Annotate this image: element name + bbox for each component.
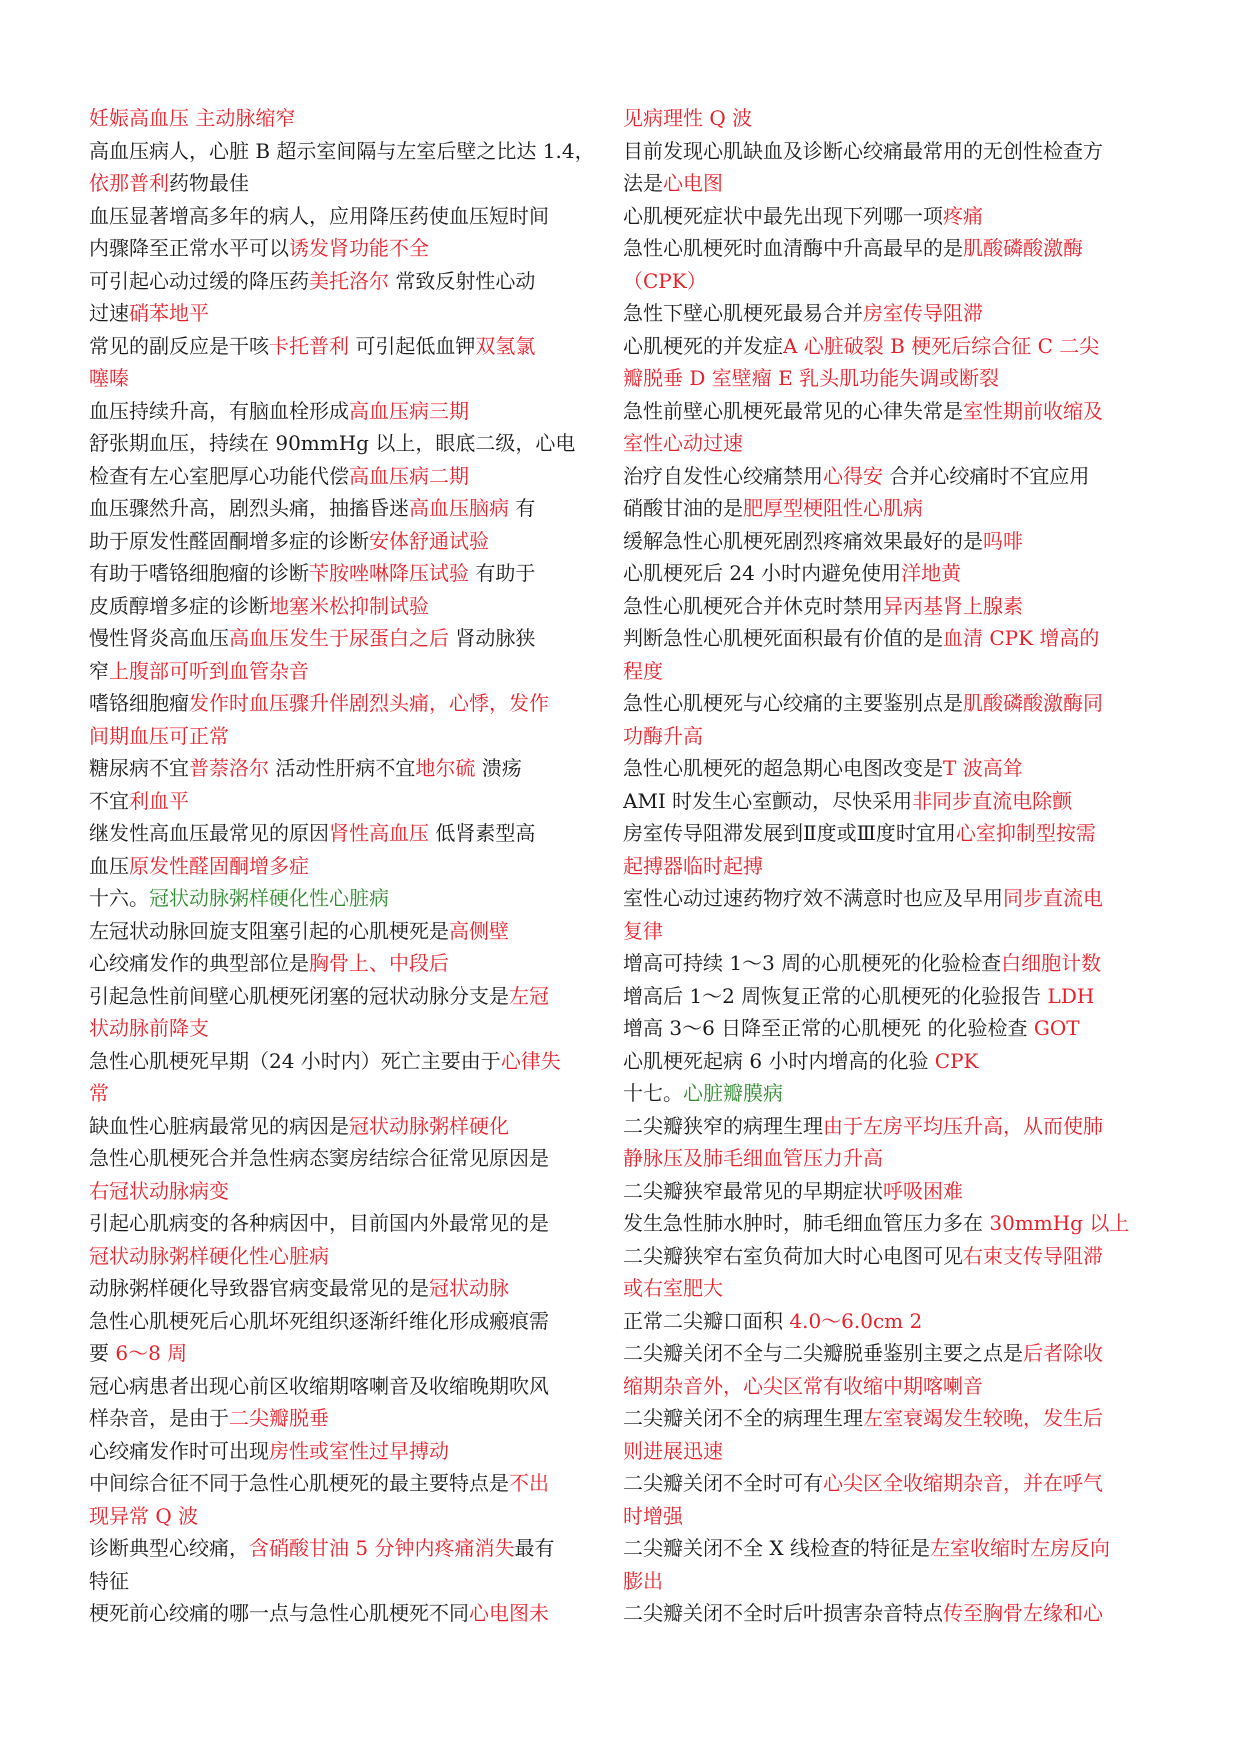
text-line bbox=[89, 1532, 609, 1565]
answer-text: 见病理性 Q 波 bbox=[623, 106, 753, 130]
question-text: 急性心肌梗死时血清酶中升高最早的是 bbox=[623, 236, 963, 260]
question-text: 硝酸甘油的是 bbox=[623, 496, 743, 520]
answer-text: 地尔硫 bbox=[415, 756, 476, 780]
answer-text: 冠状动脉 bbox=[429, 1276, 509, 1300]
answer-text: 功酶升高 bbox=[623, 723, 703, 748]
text-line bbox=[623, 135, 1143, 168]
answer-text: 左冠 bbox=[509, 983, 549, 1008]
answer-text: 利血平 bbox=[129, 788, 189, 813]
text-line bbox=[623, 1142, 1143, 1175]
answer-text: 安体舒通试验 bbox=[369, 528, 489, 553]
answer-text: 异丙基肾上腺素 bbox=[883, 593, 1023, 618]
question-text: 检查有左心室肥厚心功能代偿 bbox=[89, 463, 349, 488]
answer-text: 噻嗪 bbox=[89, 366, 129, 390]
question-text: 有助于 bbox=[469, 561, 536, 585]
answer-text: 现异常 Q 波 bbox=[89, 1503, 199, 1528]
question-text: 血压显著增高多年的病人，应用降压药使血压短时间 bbox=[89, 203, 549, 228]
answer-text: 时增强 bbox=[623, 1503, 683, 1528]
answer-text: 冠状动脉粥样硬化性心脏病 bbox=[89, 1243, 329, 1268]
text-line bbox=[89, 1565, 609, 1598]
answer-text: 后者除收 bbox=[1023, 1341, 1103, 1365]
text-line bbox=[89, 1370, 609, 1403]
question-text: 过速 bbox=[89, 301, 129, 325]
question-text: 正常二尖瓣口面积 bbox=[623, 1308, 790, 1333]
answer-text: 苄胺唑啉降压试验 bbox=[309, 561, 469, 585]
answer-text: 由于左房平均压升高，从而使肺 bbox=[823, 1113, 1103, 1138]
text-line bbox=[623, 265, 1143, 298]
text-line bbox=[623, 297, 1143, 330]
answer-text: 肌酸磷酸激酶同 bbox=[963, 691, 1103, 715]
answer-text: LDH bbox=[1047, 983, 1095, 1008]
text-line bbox=[89, 232, 609, 265]
text-line bbox=[89, 817, 609, 850]
text-line bbox=[623, 622, 1143, 655]
question-text: 可引起心动过缓的降压药 bbox=[89, 268, 309, 293]
question-text: 慢性肾炎高血压 bbox=[89, 626, 229, 650]
question-text: 要 bbox=[89, 1341, 116, 1365]
question-text: 二尖瓣关闭不全的病理生理 bbox=[623, 1406, 863, 1430]
question-text: 心肌梗死的并发症 bbox=[623, 333, 783, 358]
question-text: 判断急性心肌梗死面积最有价值的是 bbox=[623, 626, 943, 650]
question-text: 二尖瓣关闭不全与二尖瓣脱垂鉴别主要之点是 bbox=[623, 1341, 1023, 1365]
answer-text: 血清 CPK 增高的 bbox=[943, 626, 1100, 650]
text-line bbox=[89, 1467, 609, 1500]
text-line bbox=[623, 1240, 1143, 1273]
answer-text: 房性或室性过早搏动 bbox=[269, 1438, 449, 1463]
question-text: 诊断典型心绞痛， bbox=[89, 1536, 249, 1560]
section-heading: 心脏瓣膜病 bbox=[683, 1081, 783, 1105]
text-line bbox=[623, 1500, 1143, 1533]
question-text: 活动性肝病不宜 bbox=[269, 756, 416, 780]
answer-text: 静脉压及肺毛细血管压力升高 bbox=[623, 1146, 883, 1170]
question-text: 十六。 bbox=[89, 886, 149, 910]
question-text: 缓解急性心肌梗死剧烈疼痛效果最好的是 bbox=[623, 528, 983, 553]
answer-text: 传至胸骨左缘和心 bbox=[943, 1601, 1103, 1625]
answer-text: （CPK） bbox=[623, 268, 707, 293]
text-line bbox=[623, 460, 1143, 493]
answer-text: 冠状动脉粥样硬化 bbox=[349, 1113, 509, 1138]
text-line bbox=[89, 200, 609, 233]
answer-text: 地塞米松抑制试验 bbox=[269, 593, 429, 618]
text-line bbox=[89, 492, 609, 525]
answer-text: 普萘洛尔 bbox=[189, 756, 269, 780]
question-text: 有 bbox=[509, 496, 536, 520]
answer-text: 瓣脱垂 D 室壁瘤 E 乳头肌功能失调或断裂 bbox=[623, 366, 1000, 390]
question-text: 有助于嗜铬细胞瘤的诊断 bbox=[89, 561, 309, 585]
answer-text: 室性心动过速 bbox=[623, 431, 743, 455]
answer-text: 心尖区全收缩期杂音，并在呼气 bbox=[823, 1471, 1103, 1495]
answer-text: 复律 bbox=[623, 918, 663, 943]
text-line bbox=[89, 1240, 609, 1273]
answer-text: 右冠状动脉病变 bbox=[89, 1178, 229, 1203]
answer-text: 或右室肥大 bbox=[623, 1276, 723, 1300]
text-line bbox=[89, 1272, 609, 1305]
text-line bbox=[89, 947, 609, 980]
text-line bbox=[89, 525, 609, 558]
answer-text: 诱发肾功能不全 bbox=[289, 236, 429, 260]
question-text: 治疗自发性心绞痛禁用 bbox=[623, 463, 823, 488]
text-line bbox=[89, 1045, 609, 1078]
answer-text: T 波高耸 bbox=[943, 756, 1023, 780]
answer-text: 右束支传导阻滞 bbox=[963, 1243, 1103, 1268]
text-line bbox=[89, 362, 609, 395]
text-line bbox=[89, 102, 609, 135]
text-line bbox=[623, 200, 1143, 233]
question-text: 高血压病人，心脏 B 超示室间隔与左室后壁之比达 1.4， bbox=[89, 138, 595, 163]
answer-text: 室性期前收缩及 bbox=[963, 398, 1103, 423]
question-text: 急性心肌梗死后心肌坏死组织逐渐纤维化形成瘢痕需 bbox=[89, 1308, 549, 1333]
question-text: 发生急性肺水肿时，肺毛细血管压力多在 bbox=[623, 1211, 990, 1235]
text-line bbox=[623, 1045, 1143, 1078]
question-text: 心肌梗死后 24 小时内避免使用 bbox=[623, 561, 902, 585]
text-line bbox=[89, 980, 609, 1013]
text-line bbox=[623, 720, 1143, 753]
answer-text: 原发性醛固酮增多症 bbox=[129, 853, 309, 878]
question-text: 急性心肌梗死早期（24 小时内）死亡主要由于 bbox=[89, 1048, 501, 1073]
text-line bbox=[89, 265, 609, 298]
text-line bbox=[89, 622, 609, 655]
text-line bbox=[89, 427, 609, 460]
answer-text: 房室传导阻滞 bbox=[863, 301, 983, 325]
text-line bbox=[89, 785, 609, 818]
text-line bbox=[89, 720, 609, 753]
answer-text: 双氢氯 bbox=[475, 333, 536, 358]
text-line bbox=[623, 102, 1143, 135]
answer-text: 4.0～6.0cm 2 bbox=[789, 1308, 923, 1333]
answer-text: 心电图 bbox=[663, 171, 723, 195]
answer-text: GOT bbox=[1033, 1016, 1080, 1040]
question-text: 增高 3～6 日降至正常的心肌梗死 的化验检查 bbox=[623, 1016, 1034, 1040]
answer-text: 白细胞计数 bbox=[1001, 951, 1102, 975]
answer-text: 非同步直流电除颤 bbox=[912, 788, 1073, 813]
text-line bbox=[623, 817, 1143, 850]
question-text: 二尖瓣关闭不全时后叶损害杂音特点 bbox=[623, 1601, 943, 1625]
question-text: 左冠状动脉回旋支阻塞引起的心肌梗死是 bbox=[89, 918, 449, 943]
question-text: 增高后 1～2 周恢复正常的心肌梗死的化验报告 bbox=[623, 983, 1048, 1008]
text-line bbox=[89, 1435, 609, 1468]
text-line bbox=[623, 1077, 1143, 1110]
text-line bbox=[89, 1597, 609, 1630]
question-text: 引起心肌病变的各种病因中，目前国内外最常见的是 bbox=[89, 1211, 549, 1235]
question-text: 糖尿病不宜 bbox=[89, 756, 189, 780]
answer-text: 高侧壁 bbox=[449, 918, 509, 943]
text-line bbox=[89, 1012, 609, 1045]
text-line bbox=[623, 1402, 1143, 1435]
question-text: 急性心肌梗死的超急期心电图改变是 bbox=[623, 756, 943, 780]
answer-text: 起搏器临时起搏 bbox=[623, 853, 763, 878]
text-line bbox=[623, 1597, 1143, 1630]
answer-text: 肥厚型梗阻性心肌病 bbox=[743, 496, 923, 520]
answer-text: 心电图未 bbox=[469, 1601, 549, 1625]
answer-text: 左室收缩时左房反向 bbox=[929, 1536, 1110, 1560]
text-line bbox=[89, 1142, 609, 1175]
answer-text: 美托洛尔 bbox=[309, 268, 389, 293]
question-text: 肾动脉狭 bbox=[449, 626, 536, 650]
answer-text: 吗啡 bbox=[983, 528, 1023, 553]
text-line bbox=[623, 1110, 1143, 1143]
left-column bbox=[89, 102, 609, 1630]
text-line bbox=[89, 1207, 609, 1240]
answer-text: 含硝酸甘油 5 分钟内疼痛消失 bbox=[249, 1536, 515, 1560]
question-text: 样杂音，是由于 bbox=[89, 1406, 229, 1430]
question-text: 房室传导阻滞发展到Ⅱ度或Ⅲ度时宜用 bbox=[623, 821, 956, 845]
text-line bbox=[623, 915, 1143, 948]
text-line bbox=[89, 687, 609, 720]
text-line bbox=[89, 1402, 609, 1435]
question-text: 缺血性心脏病最常见的病因是 bbox=[89, 1113, 349, 1138]
text-line bbox=[623, 492, 1143, 525]
text-line bbox=[89, 167, 609, 200]
answer-text: 依那普利 bbox=[89, 171, 169, 195]
answer-text: 膨出 bbox=[623, 1568, 663, 1593]
text-line bbox=[623, 1175, 1143, 1208]
question-text: 十七。 bbox=[623, 1081, 683, 1105]
answer-text: 间期血压可正常 bbox=[89, 723, 229, 748]
question-text: 常致反射性心动 bbox=[389, 268, 536, 293]
question-text: 合并心绞痛时不宜应用 bbox=[883, 463, 1090, 488]
question-text: 心绞痛发作的典型部位是 bbox=[89, 951, 309, 975]
question-text: 低肾素型高 bbox=[429, 821, 536, 845]
text-line bbox=[623, 1272, 1143, 1305]
text-line bbox=[623, 395, 1143, 428]
question-text: 继发性高血压最常见的原因 bbox=[89, 821, 329, 845]
text-line bbox=[89, 297, 609, 330]
text-line bbox=[623, 655, 1143, 688]
text-line bbox=[623, 850, 1143, 883]
text-line bbox=[623, 427, 1143, 460]
answer-text: 疼痛 bbox=[943, 203, 983, 228]
text-line bbox=[623, 1532, 1143, 1565]
text-line bbox=[623, 590, 1143, 623]
text-line bbox=[623, 785, 1143, 818]
question-text: 急性心肌梗死合并急性病态窦房结综合征常见原因是 bbox=[89, 1146, 549, 1170]
text-line bbox=[623, 1370, 1143, 1403]
text-line bbox=[623, 362, 1143, 395]
text-line bbox=[623, 687, 1143, 720]
text-line bbox=[89, 1175, 609, 1208]
question-text: 常见的副反应是干咳 bbox=[89, 333, 269, 358]
answer-text: 呼吸困难 bbox=[883, 1178, 963, 1203]
answer-text: 程度 bbox=[623, 658, 663, 683]
answer-text: A 心脏破裂 B 梗死后综合征 C 二尖 bbox=[783, 333, 1100, 358]
question-text: 皮质醇增多症的诊断 bbox=[89, 593, 269, 618]
answer-text: 缩期杂音外，心尖区常有收缩中期喀喇音 bbox=[623, 1373, 983, 1398]
text-line bbox=[623, 1207, 1143, 1240]
question-text: 嗜铬细胞瘤 bbox=[89, 691, 189, 715]
answer-text: 洋地黄 bbox=[901, 561, 962, 585]
question-text: 舒张期血压，持续在 90mmHg 以上，眼底二级，心电 bbox=[89, 431, 576, 455]
question-text: 血压持续升高，有脑血栓形成 bbox=[89, 398, 349, 423]
answer-text: 状动脉前降支 bbox=[89, 1016, 209, 1040]
question-text: 引起急性前间壁心肌梗死闭塞的冠状动脉分支是 bbox=[89, 983, 509, 1008]
answer-text: 二尖瓣脱垂 bbox=[229, 1406, 329, 1430]
text-line bbox=[89, 395, 609, 428]
question-text: 最有 bbox=[514, 1536, 555, 1560]
answer-text: 30mmHg 以上 bbox=[989, 1211, 1130, 1235]
text-line bbox=[89, 1337, 609, 1370]
answer-text: 妊娠高血压 bbox=[89, 106, 189, 130]
text-line bbox=[89, 655, 609, 688]
question-text: 血压 bbox=[89, 853, 129, 878]
text-line bbox=[89, 330, 609, 363]
text-line bbox=[623, 1305, 1143, 1338]
question-text: 血压骤然升高，剧烈头痛，抽搐昏迷 bbox=[89, 496, 409, 520]
answer-text: 高血压脑病 bbox=[409, 496, 509, 520]
answer-text: 心律失 bbox=[500, 1048, 561, 1073]
text-line bbox=[623, 752, 1143, 785]
answer-text: 心得安 bbox=[823, 463, 883, 488]
text-line bbox=[89, 1077, 609, 1110]
question-text: 助于原发性醛固酮增多症的诊断 bbox=[89, 528, 369, 553]
question-text: 可引起低血钾 bbox=[349, 333, 476, 358]
text-line bbox=[89, 135, 609, 168]
question-text: 梗死前心绞痛的哪一点与急性心肌梗死不同 bbox=[89, 1601, 469, 1625]
text-line bbox=[89, 752, 609, 785]
question-text: 目前发现心肌缺血及诊断心绞痛最常用的无创性检查方 bbox=[623, 138, 1103, 163]
text-line bbox=[89, 557, 609, 590]
text-line bbox=[623, 1012, 1143, 1045]
answer-text: 发作时血压骤升伴剧烈头痛，心悸，发作 bbox=[189, 691, 549, 715]
question-text: 急性心肌梗死与心绞痛的主要鉴别点是 bbox=[623, 691, 963, 715]
answer-text: 左室衰竭发生较晚，发生后 bbox=[863, 1406, 1103, 1430]
question-text: 法是 bbox=[623, 171, 663, 195]
question-text: 心绞痛发作时可出现 bbox=[89, 1438, 269, 1463]
text-line bbox=[89, 882, 609, 915]
answer-text: CPK bbox=[934, 1048, 979, 1073]
question-text: 窄 bbox=[89, 658, 109, 683]
answer-text: 同步直流电 bbox=[1003, 886, 1103, 910]
text-line bbox=[623, 557, 1143, 590]
question-text: 内骤降至正常水平可以 bbox=[89, 236, 289, 260]
text-line bbox=[89, 1110, 609, 1143]
answer-text: 不出 bbox=[509, 1471, 549, 1495]
question-text: 急性下壁心肌梗死最易合并 bbox=[623, 301, 863, 325]
answer-text: 主动脉缩窄 bbox=[195, 106, 296, 130]
text-line bbox=[89, 1500, 609, 1533]
text-line bbox=[623, 1435, 1143, 1468]
text-line bbox=[623, 947, 1143, 980]
text-line bbox=[89, 915, 609, 948]
answer-text: 上腹部可听到血管杂音 bbox=[109, 658, 309, 683]
question-text: 心肌梗死起病 6 小时内增高的化验 bbox=[623, 1048, 935, 1073]
question-text: 二尖瓣关闭不全 X 线检查的特征是 bbox=[623, 1536, 930, 1560]
answer-text: 高血压病三期 bbox=[349, 398, 469, 423]
answer-text: 则进展迅速 bbox=[623, 1438, 723, 1463]
question-text: 冠心病患者出现心前区收缩期喀喇音及收缩晚期吹风 bbox=[89, 1373, 549, 1398]
answer-text: 肌酸磷酸激酶 bbox=[963, 236, 1083, 260]
text-line bbox=[89, 850, 609, 883]
question-text: 二尖瓣关闭不全时可有 bbox=[623, 1471, 823, 1495]
answer-text: 6～8 周 bbox=[115, 1341, 188, 1365]
answer-text: 心室抑制型按需 bbox=[955, 821, 1096, 845]
answer-text: 常 bbox=[89, 1081, 109, 1105]
question-text: 二尖瓣狭窄最常见的早期症状 bbox=[623, 1178, 883, 1203]
question-text: 急性前壁心肌梗死最常见的心律失常是 bbox=[623, 398, 963, 423]
right-column bbox=[623, 102, 1143, 1630]
text-line bbox=[623, 330, 1143, 363]
question-text: 室性心动过速药物疗效不满意时也应及早用 bbox=[623, 886, 1003, 910]
text-line bbox=[623, 1565, 1143, 1598]
answer-text: 硝苯地平 bbox=[129, 301, 209, 325]
text-line bbox=[623, 232, 1143, 265]
text-line bbox=[623, 1467, 1143, 1500]
text-line bbox=[89, 1305, 609, 1338]
text-line bbox=[623, 525, 1143, 558]
question-text: 中间综合征不同于急性心肌梗死的最主要特点是 bbox=[89, 1471, 509, 1495]
question-text: 溃疡 bbox=[475, 756, 522, 780]
question-text: 增高可持续 1～3 周的心肌梗死的化验检查 bbox=[623, 951, 1002, 975]
question-text: 二尖瓣狭窄的病理生理 bbox=[623, 1113, 823, 1138]
section-heading: 冠状动脉粥样硬化性心脏病 bbox=[149, 886, 389, 910]
question-text: 特征 bbox=[89, 1568, 129, 1593]
text-line bbox=[623, 167, 1143, 200]
text-line bbox=[623, 1337, 1143, 1370]
question-text: AMI 时发生心室颤动，尽快采用 bbox=[623, 788, 913, 813]
text-line bbox=[623, 980, 1143, 1013]
answer-text: 高血压发生于尿蛋白之后 bbox=[229, 626, 449, 650]
answer-text: 卡托普利 bbox=[269, 333, 349, 358]
text-line bbox=[89, 460, 609, 493]
question-text: 急性心肌梗死合并休克时禁用 bbox=[623, 593, 883, 618]
question-text: 不宜 bbox=[89, 788, 129, 813]
answer-text: 胸骨上、中段后 bbox=[309, 951, 449, 975]
question-text: 二尖瓣狭窄右室负荷加大时心电图可见 bbox=[623, 1243, 963, 1268]
answer-text: 高血压病二期 bbox=[349, 463, 469, 488]
answer-text: 肾性高血压 bbox=[329, 821, 429, 845]
text-line bbox=[89, 590, 609, 623]
question-text: 动脉粥样硬化导致器官病变最常见的是 bbox=[89, 1276, 429, 1300]
text-line bbox=[623, 882, 1143, 915]
question-text: 药物最佳 bbox=[169, 171, 249, 195]
question-text: 心肌梗死症状中最先出现下列哪一项 bbox=[623, 203, 943, 228]
